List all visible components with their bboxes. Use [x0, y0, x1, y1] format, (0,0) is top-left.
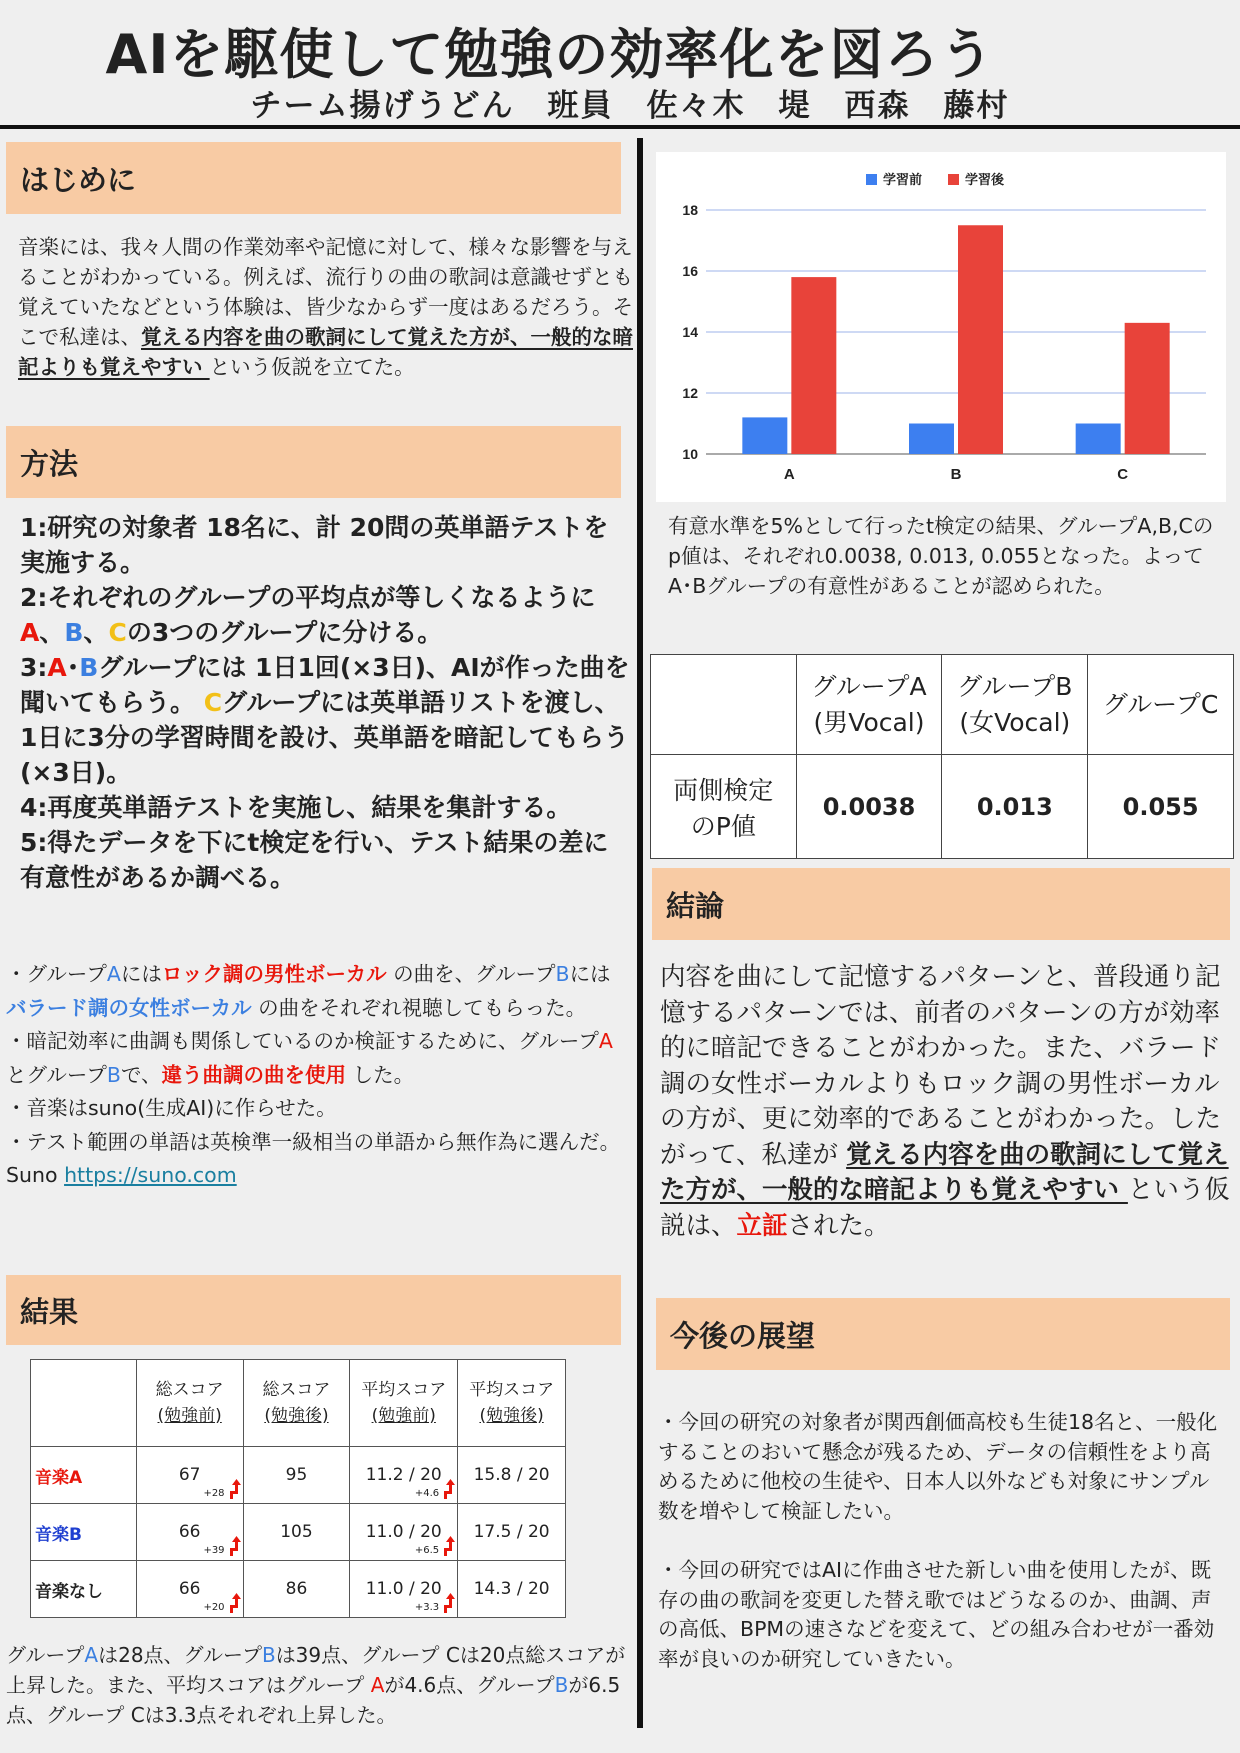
table-row: 音楽なし 66 +20 86 11.0 / 20 +3.3 14.3 / 20: [31, 1561, 566, 1618]
bar-A-1: [791, 277, 836, 454]
col-header-total-before: 総スコア (勉強前): [136, 1360, 243, 1447]
col-header-avg-before: 平均スコア (勉強前): [350, 1360, 458, 1447]
pvalue-col-a: グループA (男Vocal): [796, 655, 942, 755]
method-step-1: 1:研究の対象者 18名に、計 20問の英単語テストを実施する。: [20, 513, 609, 577]
bar-C-1: [1125, 323, 1170, 454]
intro-heading: はじめに: [6, 142, 621, 214]
pvalue-b: 0.013: [942, 755, 1088, 859]
ttest-text: 有意水準を5%として行ったt検定の結果、グループA,B,Cのp値は、それぞれ0.0038, 0.013, 0.055となった。よってA･Bグループの有意性があることが認められた。: [668, 514, 1214, 598]
pvalue-row-label: 両側検定 のP値: [651, 755, 797, 859]
bar-B-0: [909, 424, 954, 455]
results-summary: グループAは28点、グループBは39点、グループ Cは20点総スコアが上昇した。また、平均スコアはグループ Aが4.6点、グループBが6.5点、グループ Cは3.3点それぞれ上昇した。: [6, 1643, 626, 1727]
increase-marker: +28: [203, 1479, 240, 1499]
y-tick-label: 16: [682, 263, 698, 279]
method-notes: [6, 958, 631, 1193]
legend-label: 学習前: [883, 173, 923, 188]
row-label: 音楽なし: [31, 1561, 137, 1618]
note-2: ・暗記効率に曲調も関係しているのか検証するために、グループAとグループBで、違う曲調の曲を使用 した。: [6, 1029, 613, 1087]
legend-swatch: [948, 174, 959, 185]
conclusion-heading: 結論: [652, 868, 1230, 940]
results-heading: 結果: [6, 1275, 621, 1345]
increase-marker: +39: [203, 1536, 240, 1556]
pvalue-col-b: グループB (女Vocal): [942, 655, 1088, 755]
team-members: チーム揚げうどん 班員 佐々木 堤 西森 藤村: [250, 88, 1010, 124]
y-tick-label: 10: [682, 446, 698, 462]
bar-C-0: [1076, 424, 1121, 455]
x-tick-label: C: [1117, 466, 1129, 483]
increase-marker: +20: [203, 1593, 240, 1613]
table-row: 音楽A 67 +28 95 11.2 / 20 +4.6 15.8 / 20: [31, 1447, 566, 1504]
legend-label: 学習後: [965, 173, 1005, 188]
column-divider: [637, 138, 643, 1728]
header-divider: [0, 125, 1240, 129]
proved-word: 立証: [736, 1210, 788, 1241]
y-tick-label: 14: [682, 324, 698, 340]
intro-hypothesis: 覚える内容を曲の歌詞にして覚えた方が、一般的な暗記よりも覚えやすい: [18, 325, 633, 379]
chart-svg: [656, 152, 1226, 502]
results-table: [30, 1359, 566, 1618]
note-1: ・グループAにはロック調の男性ボーカル の曲を、グループBにはバラード調の女性ボーカル の曲をそれぞれ視聴してもらった。: [6, 962, 611, 1020]
up-arrow-icon: [227, 1479, 241, 1499]
method-step-2: 2:それぞれのグループの平均点が等しくなるようにA、B、Cの3つのグループに分ける。: [20, 583, 596, 647]
method-heading: 方法: [6, 426, 621, 498]
x-tick-label: A: [783, 466, 795, 483]
col-header-avg-after: 平均スコア (勉強後): [458, 1360, 566, 1447]
conclusion-hypothesis: 覚える内容を曲の歌詞にして覚えた方が、一般的な暗記よりも覚えやすい: [660, 1139, 1229, 1205]
intro-text: 音楽には、我々人間の作業効率や記憶に対して、様々な影響を与えることがわかっている。例えば、流行りの曲の歌詞は意識せずとも覚えていたなどという体験は、皆少なからず一度はあるだろう。そこで私達は、覚える内容を曲の歌詞にして覚えた方が、一般的な暗記よりも覚えやすい という仮説を立てた。: [18, 235, 633, 379]
up-arrow-icon: [227, 1593, 241, 1613]
suno-link[interactable]: https://suno.com: [64, 1163, 237, 1187]
suno-line: Suno https://suno.com: [6, 1163, 237, 1187]
up-arrow-icon: [227, 1536, 241, 1556]
increase-marker: +4.6: [415, 1479, 455, 1499]
y-tick-label: 18: [682, 202, 698, 218]
increase-marker: +3.3: [415, 1593, 455, 1613]
col-header-total-after: 総スコア (勉強後): [243, 1360, 350, 1447]
method-steps: [20, 510, 630, 895]
page-title: AIを駆使して勉強の効率化を図ろう: [105, 23, 995, 86]
pvalue-col-c: グループC: [1088, 655, 1234, 755]
future-heading: 今後の展望: [656, 1298, 1230, 1370]
score-bar-chart: [656, 152, 1226, 502]
up-arrow-icon: [441, 1479, 455, 1499]
future-point-2: ・今回の研究ではAIに作曲させた新しい曲を使用したが、既存の曲の歌詞を変更した替え歌ではどうなるのか、曲調、声の高低、BPMの速さなどを変えて、どの組み合わせが一番効率が良いのか研究していきたい。: [658, 1558, 1215, 1671]
up-arrow-icon: [441, 1536, 455, 1556]
y-tick-label: 12: [682, 385, 698, 401]
method-step-5: 5:得たデータを下にt検定を行い、テスト結果の差に有意性があるか調べる。: [20, 828, 609, 892]
conclusion-text: 内容を曲にして記憶するパターンと、普段通り記憶するパターンでは、前者のパターンの方が効率的に暗記できることがわかった。また、バラード調の女性ボーカルよりもロック調の男性ボーカルの方が、更に効率的であることがわかった。したがって、私達が 覚える内容を曲の歌詞にして覚えた方が、一般的な暗記よりも覚えやすい という仮説は、立証された。: [660, 962, 1230, 1241]
pvalue-c: 0.055: [1088, 755, 1234, 859]
future-point-1: ・今回の研究の対象者が関西創価高校も生徒18名と、一般化することのおいて懸念が残るため、データの信頼性をより高めるために他校の生徒や、日本人以外なども対象にサンプル数を増やして検証したい。: [658, 1410, 1218, 1523]
row-label: 音楽B: [31, 1504, 137, 1561]
future-text: [658, 1408, 1223, 1674]
up-arrow-icon: [441, 1593, 455, 1613]
bar-A-0: [742, 417, 787, 454]
pvalue-a: 0.0038: [796, 755, 942, 859]
pvalue-table: [650, 654, 1234, 859]
row-label: 音楽A: [31, 1447, 137, 1504]
increase-marker: +6.5: [415, 1536, 455, 1556]
note-4: ・テスト範囲の単語は英検準一級相当の単語から無作為に選んだ。: [6, 1129, 621, 1154]
legend-swatch: [866, 174, 877, 185]
bar-B-1: [958, 225, 1003, 454]
method-step-4: 4:再度英単語テストを実施し、結果を集計する。: [20, 793, 572, 822]
method-step-3: 3:A･Bグループには 1日1回(×3日)、AIが作った曲を聞いてもらう。 Cグループには英単語リストを渡し、1日に3分の学習時間を設け、英単語を暗記してもらう (×3日)。: [20, 653, 630, 787]
table-row: 音楽B 66 +39 105 11.0 / 20 +6.5 17.5 / 20: [31, 1504, 566, 1561]
x-tick-label: B: [950, 466, 962, 483]
note-3: ・音楽はsuno(生成AI)に作らせた。: [6, 1096, 337, 1120]
